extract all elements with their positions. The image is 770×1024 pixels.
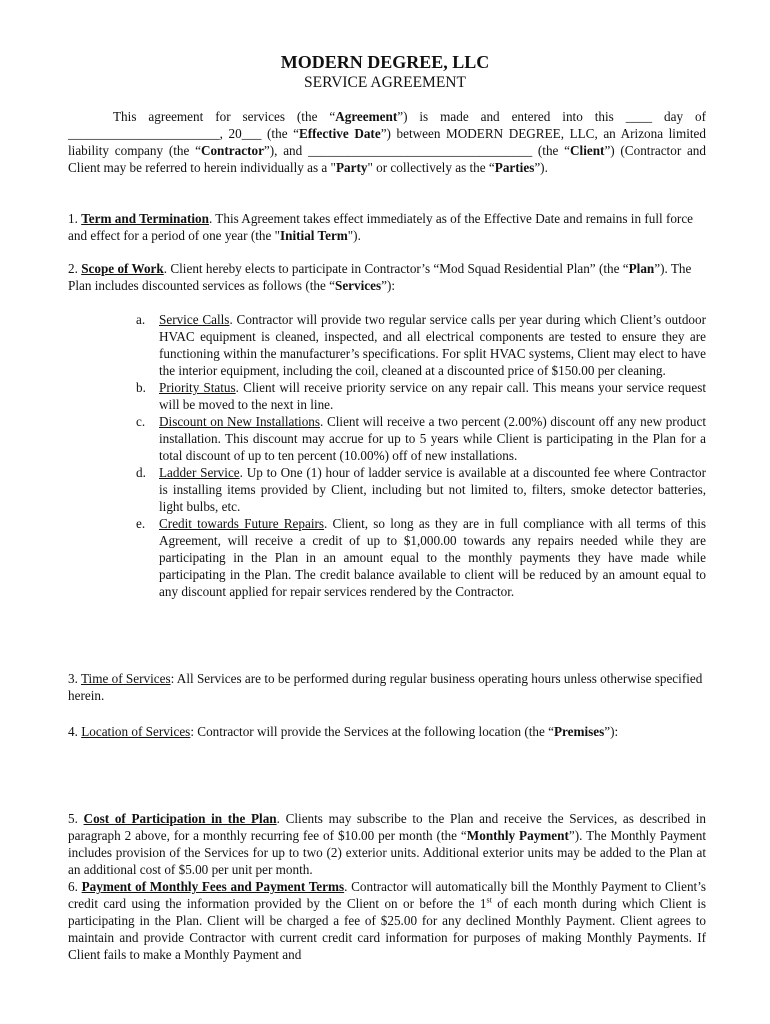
item-title: Ladder Service (159, 465, 240, 480)
company-title: MODERN DEGREE, LLC (280, 52, 490, 72)
section-payment-terms: 6. Payment of Monthly Fees and Payment Terms. Contractor will automatically bill the Monthly Payment to Client’s credit card using the information provided by the Client on or before the 1st of each month during which Client is participating in the Plan. Client will be charged a fee of $25.00 for any declined Monthly Payment. Client agrees to maintain and provide Contractor with current credit card information for purposes of making Monthly Payments. If Client fails to make a Monthly Payment and (68, 879, 707, 962)
section-heading: Term and Termination (81, 211, 209, 226)
document-subtitle: SERVICE AGREEMENT (304, 74, 466, 91)
list-marker: d. (136, 465, 146, 480)
list-marker: a. (136, 312, 146, 327)
item-title: Credit towards Future Repairs (159, 516, 325, 531)
section-heading: Payment of Monthly Fees and Payment Terms (81, 879, 345, 894)
section-heading: Time of Services (80, 671, 171, 686)
section-time-of-services: 3. Time of Services: All Services are to be performed during regular business operating hours unless otherwise specified herein. (68, 671, 703, 703)
section-heading: Location of Services (81, 724, 191, 739)
section-term-and-termination: 1. Term and Termination. This Agreement takes effect immediately as of the Effective Date and remains in full force and effect for a period of one year (the "Initial Term"). (68, 211, 694, 243)
list-item-credit-future-repairs: e. Credit towards Future Repairs. Client, so long as they are in full compliance with all terms of this Agreement, will receive a credit of up to $1,000.00 towards any repairs needed while they are participating in the Plan in an amount equal to the monthly payments they have made while participating in the Plan. The credit balance available to client will be reduced by an amount equal to any discount applied for repair services rendered by the Contractor. (136, 516, 706, 599)
section-location-of-services: 4. Location of Services: Contractor will provide the Services at the following location (the “Premises”): (68, 724, 619, 739)
item-title: Priority Status (159, 380, 236, 395)
list-item-ladder-service: d. Ladder Service. Up to One (1) hour of ladder service is available at a discounted fee where Contractor is installing items provided by Client, including but not limited to, filters, smoke detector batteries, light bulbs, etc. (136, 465, 706, 514)
services-list (136, 311, 706, 600)
list-item-service-calls: a. Service Calls. Contractor will provide two regular service calls per year during which Client’s outdoor HVAC equipment is cleaned, inspected, and all electrical components are tested to ensure they are functioning within the manufacturer’s specifications. For split HVAC systems, Client may elect to have the interior equipment, including the coil, cleaned at a discounted price of $150.00 per cleaning. (136, 312, 706, 378)
list-marker: e. (136, 516, 146, 531)
section-heading: Cost of Participation in the Plan (83, 811, 277, 826)
item-title: Service Calls (159, 312, 230, 327)
list-item-discount-new-installations: c. Discount on New Installations. Client will receive a two percent (2.00%) discount off any new product installation. This discount may accrue for up to 5 years while Client is participating in the Plan for a total discount of up to ten percent (10.00%) off of new installations. (136, 414, 706, 463)
list-marker: c. (136, 414, 146, 429)
item-title: Discount on New Installations (159, 414, 321, 429)
section-scope-of-work: 2. Scope of Work. Client hereby elects to participate in Contractor’s “Mod Squad Residential Plan” (the “Plan”). The Plan includes discounted services as follows (the “Services”): (68, 261, 692, 293)
intro-paragraph: This agreement for services (the “Agreement”) is made and entered into this ____ day of _______________________, 20___ (the “Effective Date”) between MODERN DEGREE, LLC, an Arizona limited liability company (the “Contractor”), and __________________________________ (the “Client”) (Contractor and Client may be referred to herein individually as a "Party" or collectively as the “Parties”). (68, 109, 707, 175)
section-heading: Scope of Work (81, 261, 164, 276)
list-item-priority-status: b. Priority Status. Client will receive priority service on any repair call. This means your service request will be moved to the next in line. (136, 380, 706, 412)
list-marker: b. (136, 380, 146, 395)
section-cost-of-participation: 5. Cost of Participation in the Plan. Clients may subscribe to the Plan and receive the Services, as described in paragraph 2 above, for a monthly recurring fee of $10.00 per month (the “Monthly Payment”). The Monthly Payment includes provision of the Services for up to two (2) exterior units. Additional exterior units may be added to the Plan at an additional cost of $5.00 per unit per month. (68, 811, 707, 877)
